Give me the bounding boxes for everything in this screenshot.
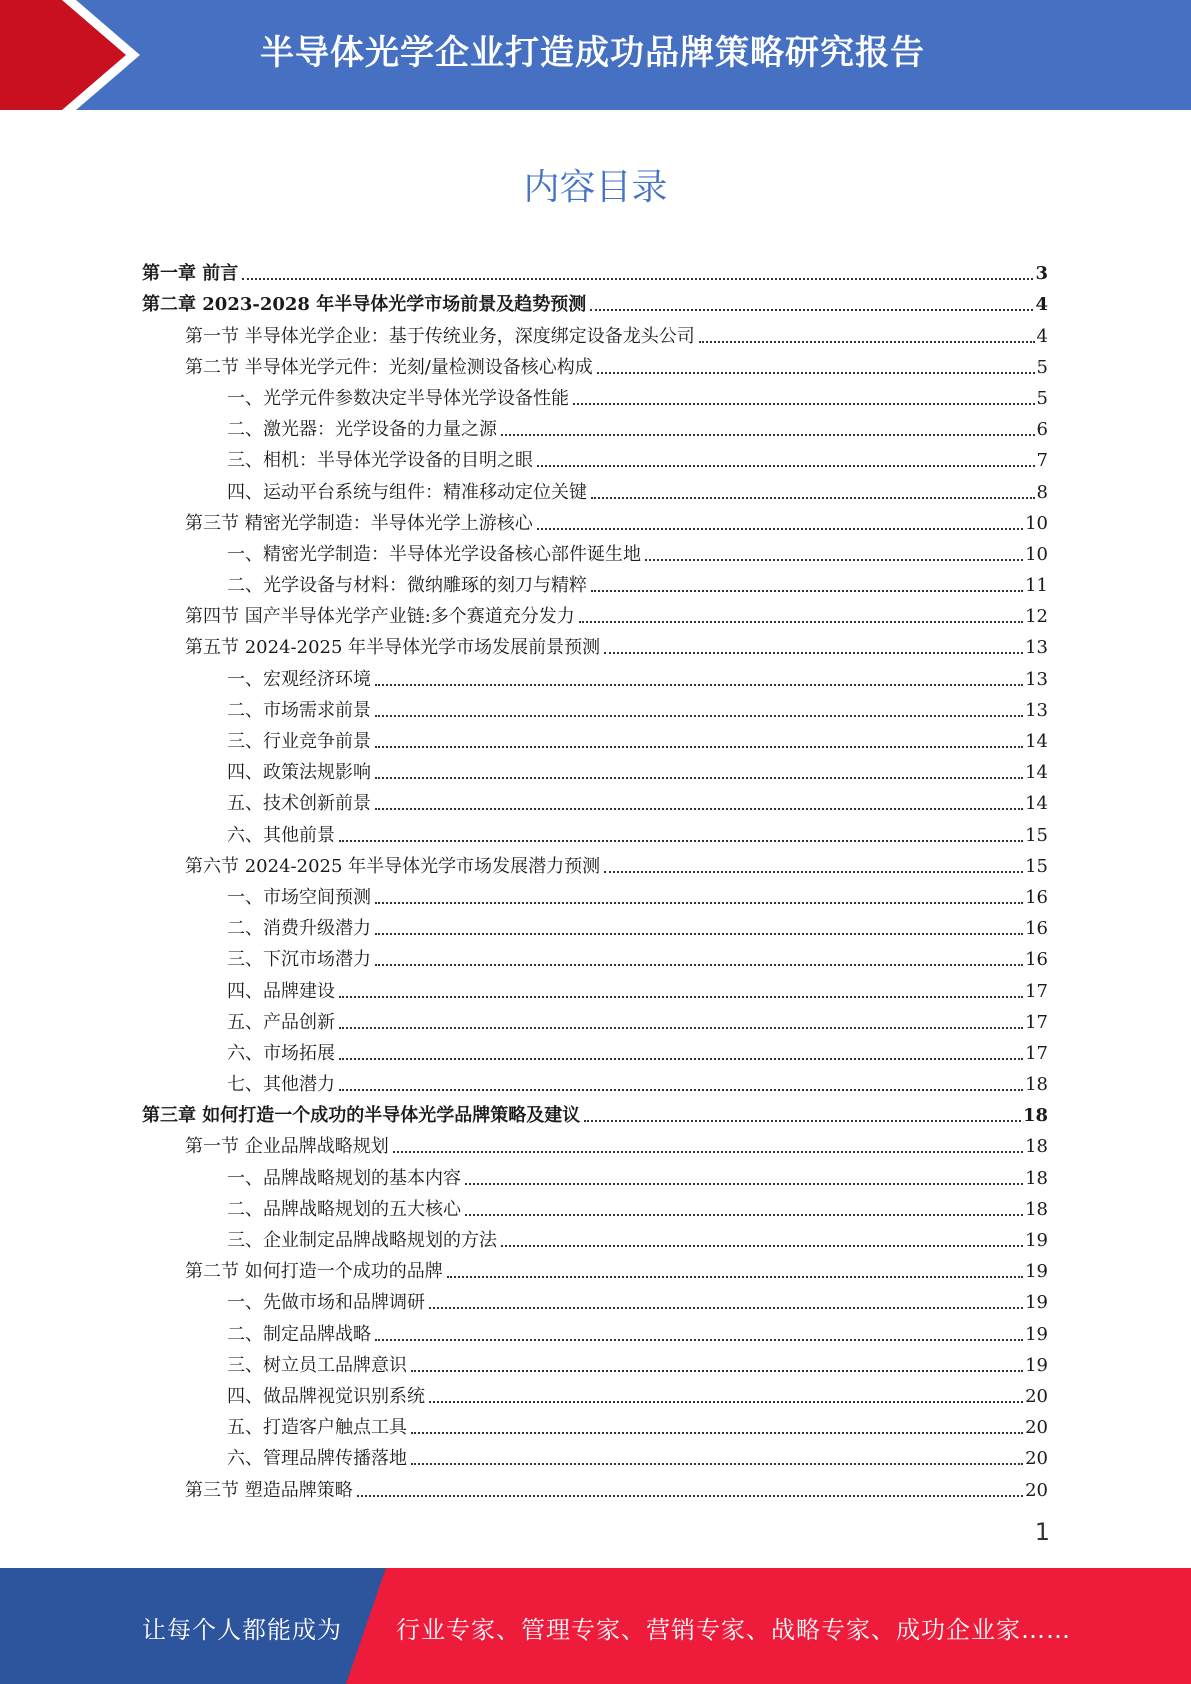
toc-entry-page: 14 [1025,731,1048,752]
toc-dot-leader [591,590,1023,592]
toc-entry-page: 19 [1025,1292,1048,1314]
toc-entry[interactable] [142,597,1048,628]
toc-entry[interactable] [142,847,1048,878]
toc-dot-leader [537,465,1035,467]
toc-dot-leader [645,559,1023,561]
toc-entry-page: 17 [1025,980,1048,1002]
toc-entry-page: 20 [1025,1448,1048,1470]
toc-entry-page: 16 [1025,949,1048,971]
toc-dot-leader [429,1307,1023,1309]
toc-entry[interactable] [142,878,1048,909]
toc-dot-leader [411,1463,1023,1465]
toc-entry-title: 二、市场需求前景 [227,699,371,721]
toc-dot-leader [501,434,1035,436]
toc-entry[interactable] [142,1158,1048,1189]
toc-entry-title: 四、运动平台系统与组件：精准移动定位关键 [227,481,587,503]
toc-entry-page: 11 [1025,575,1048,597]
toc-entry[interactable] [142,1221,1048,1252]
toc-entry[interactable] [142,441,1048,472]
toc-entry-title: 三、相机：半导体光学设备的目明之眼 [227,450,533,472]
toc-dot-leader [447,1276,1023,1278]
toc-dot-leader [339,996,1023,998]
toc-entry-title: 五、技术创新前景 [227,793,371,815]
toc-entry-title: 四、品牌建设 [227,980,335,1002]
toc-entry[interactable] [142,1283,1048,1314]
toc-heading: 内容目录 [523,167,668,208]
toc-entry-page: 12 [1025,606,1048,628]
toc-dot-leader [699,341,1035,343]
toc-dot-leader [429,1401,1023,1403]
toc-entry-title: 五、产品创新 [227,1011,335,1033]
toc-dot-leader [604,652,1023,654]
toc-entry[interactable] [142,971,1048,1002]
toc-entry-page: 4 [1035,294,1048,316]
toc-dot-leader [465,1214,1023,1216]
toc-entry-title: 第三章 如何打造一个成功的半导体光学品牌策略及建议 [142,1105,581,1127]
toc-entry-page: 19 [1025,1323,1048,1345]
toc-entry-title: 三、下沉市场潜力 [227,949,371,971]
table-of-contents [142,254,1048,1502]
toc-entry[interactable] [142,1096,1048,1127]
toc-entry-title: 第二章 2023-2028 年半导体光学市场前景及趋势预测 [142,294,587,316]
toc-entry-title: 七、其他潜力 [227,1074,335,1096]
toc-entry-page: 13 [1025,668,1048,690]
toc-entry[interactable] [142,1190,1048,1221]
toc-entry[interactable] [142,472,1048,503]
toc-entry[interactable] [142,753,1048,784]
toc-entry-title: 六、其他前景 [227,824,335,846]
report-title: 半导体光学企业打造成功品牌策略研究报告 [260,33,925,73]
toc-entry-page: 20 [1025,1385,1048,1407]
toc-entry-page: 18 [1025,1167,1048,1189]
toc-entry[interactable] [142,285,1048,316]
toc-entry-title: 第一节 半导体光学企业：基于传统业务，深度绑定设备龙头公司 [185,325,695,347]
toc-entry[interactable] [142,316,1048,347]
toc-entry[interactable] [142,348,1048,379]
toc-entry[interactable] [142,784,1048,815]
toc-dot-leader [339,1027,1023,1029]
toc-entry-title: 二、光学设备与材料：微纳雕琢的刻刀与精粹 [227,575,587,597]
toc-entry-page: 18 [1025,1136,1048,1158]
toc-entry[interactable] [142,1470,1048,1501]
toc-entry-title: 一、精密光学制造：半导体光学设备核心部件诞生地 [227,543,641,565]
toc-entry-title: 第三节 精密光学制造：半导体光学上游核心 [185,512,533,534]
toc-entry-title: 一、品牌战略规划的基本内容 [227,1167,461,1189]
toc-entry-title: 二、品牌战略规划的五大核心 [227,1198,461,1220]
toc-entry-page: 18 [1022,1105,1048,1127]
toc-entry-title: 第四节 国产半导体光学产业链:多个赛道充分发力 [185,606,575,628]
toc-entry[interactable] [142,940,1048,971]
toc-entry[interactable] [142,1408,1048,1439]
toc-entry-title: 二、制定品牌战略 [227,1323,371,1345]
toc-entry-title: 一、宏观经济环境 [227,668,371,690]
toc-dot-leader [465,1183,1023,1185]
toc-entry-page: 15 [1025,824,1048,846]
toc-dot-leader [579,621,1023,623]
toc-entry-page: 14 [1025,762,1048,784]
toc-entry-page: 6 [1036,419,1048,441]
toc-dot-leader [591,497,1035,499]
toc-entry-title: 三、企业制定品牌战略规划的方法 [227,1230,497,1251]
toc-entry[interactable] [142,1127,1048,1158]
toc-entry[interactable] [142,1003,1048,1034]
toc-dot-leader [357,1495,1023,1497]
toc-dot-leader [604,871,1023,873]
toc-entry-title: 三、树立员工品牌意识 [227,1354,407,1376]
toc-dot-leader [375,715,1023,717]
toc-entry-title: 一、光学元件参数决定半导体光学设备性能 [227,387,569,409]
toc-entry[interactable] [142,535,1048,566]
toc-entry-title: 第一节 企业品牌战略规划 [185,1136,389,1158]
toc-dot-leader [584,1120,1021,1122]
toc-dot-leader [375,684,1023,686]
toc-entry-page: 16 [1025,886,1048,908]
toc-dot-leader [590,309,1033,311]
toc-entry-page: 5 [1036,387,1048,409]
toc-entry-page: 20 [1025,1417,1048,1439]
toc-entry-title: 第二节 如何打造一个成功的品牌 [185,1261,443,1283]
toc-entry-title: 四、政策法规影响 [227,762,371,784]
toc-entry[interactable] [142,410,1048,441]
toc-dot-leader [375,808,1023,810]
toc-dot-leader [375,933,1023,935]
toc-entry-title: 六、市场拓展 [227,1042,335,1064]
toc-entry[interactable] [142,1377,1048,1408]
toc-entry[interactable] [142,691,1048,722]
toc-entry[interactable] [142,504,1048,535]
toc-dot-leader [339,1058,1023,1060]
toc-dot-leader [597,372,1035,374]
toc-entry[interactable] [142,254,1048,285]
toc-entry-title: 第一章 前言 [142,263,239,285]
toc-entry-page: 18 [1025,1198,1048,1220]
toc-entry[interactable] [142,379,1048,410]
toc-entry-page: 10 [1025,543,1048,565]
toc-entry-title: 二、消费升级潜力 [227,918,371,940]
toc-dot-leader [375,746,1023,748]
toc-entry[interactable] [142,1034,1048,1065]
toc-entry-page: 19 [1025,1230,1048,1251]
toc-entry-page: 16 [1025,918,1048,940]
toc-entry-page: 8 [1036,481,1048,503]
toc-entry-title: 二、激光器：光学设备的力量之源 [227,419,497,441]
toc-entry-page: 7 [1036,450,1048,472]
toc-entry-title: 一、先做市场和品牌调研 [227,1292,425,1314]
footer-slogan-right: 行业专家、管理专家、营销专家、战略专家、成功企业家…… [396,1616,1071,1644]
toc-entry[interactable] [142,722,1048,753]
footer-slogan-left: 让每个人都能成为 [142,1616,342,1644]
toc-entry-title: 第二节 半导体光学元件：光刻/量检测设备核心构成 [185,356,593,378]
toc-entry-page: 20 [1025,1479,1048,1501]
toc-entry-page: 19 [1025,1354,1048,1376]
toc-dot-leader [573,403,1035,405]
header-red-chevron [0,0,150,110]
toc-entry-title: 五、打造客户触点工具 [227,1417,407,1439]
header-banner [0,0,1191,110]
toc-entry[interactable] [142,815,1048,846]
toc-entry-page: 18 [1025,1074,1048,1096]
toc-entry-page: 19 [1025,1261,1048,1283]
toc-entry-page: 17 [1025,1042,1048,1064]
toc-entry-title: 第三节 塑造品牌策略 [185,1479,353,1501]
toc-entry[interactable] [142,1065,1048,1096]
toc-entry-page: 10 [1025,512,1048,534]
toc-dot-leader [411,1370,1023,1372]
toc-entry-title: 第六节 2024-2025 年半导体光学市场发展潜力预测 [185,855,601,877]
toc-dot-leader [339,840,1023,842]
toc-entry[interactable] [142,566,1048,597]
toc-entry[interactable] [142,659,1048,690]
toc-dot-leader [501,1245,1023,1247]
toc-entry-page: 14 [1025,793,1048,815]
toc-entry[interactable] [142,1314,1048,1345]
toc-entry[interactable] [142,909,1048,940]
toc-entry-page: 5 [1036,356,1048,378]
toc-entry[interactable] [142,628,1048,659]
toc-entry-page: 3 [1035,263,1048,285]
toc-dot-leader [411,1432,1023,1434]
toc-dot-leader [375,964,1023,966]
toc-entry-page: 13 [1025,637,1048,659]
toc-dot-leader [375,902,1023,904]
toc-entry[interactable] [142,1252,1048,1283]
toc-dot-leader [339,1089,1023,1091]
toc-entry-title: 六、管理品牌传播落地 [227,1448,407,1470]
toc-dot-leader [242,278,1033,280]
toc-entry-title: 四、做品牌视觉识别系统 [227,1385,425,1407]
toc-entry[interactable] [142,1346,1048,1377]
toc-entry-title: 三、行业竞争前景 [227,731,371,752]
toc-entry[interactable] [142,1439,1048,1470]
toc-entry-title: 第五节 2024-2025 年半导体光学市场发展前景预测 [185,637,601,659]
toc-entry-page: 4 [1036,325,1048,347]
toc-entry-page: 17 [1025,1011,1048,1033]
toc-dot-leader [537,528,1023,530]
toc-entry-title: 一、市场空间预测 [227,886,371,908]
toc-dot-leader [375,1339,1023,1341]
toc-dot-leader [375,777,1023,779]
toc-dot-leader [393,1151,1023,1153]
toc-entry-page: 15 [1025,855,1048,877]
toc-entry-page: 13 [1025,699,1048,721]
footer-banner [0,1568,1191,1684]
page-number: 1 [1034,1518,1050,1546]
